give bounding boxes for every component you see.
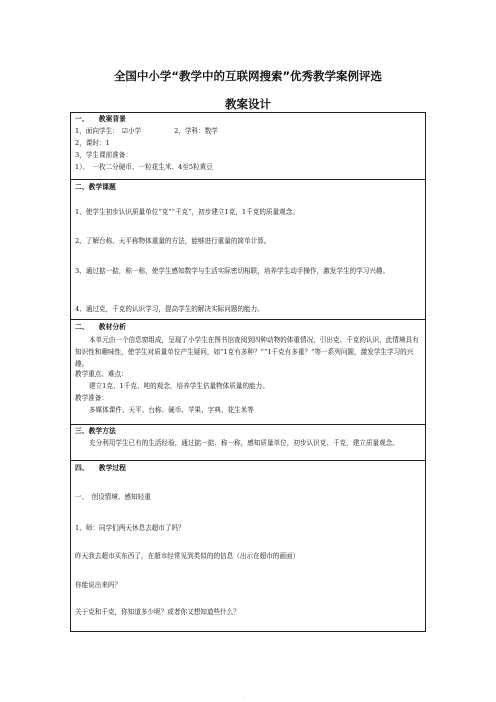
section-heading: 三、教学方法 bbox=[75, 427, 116, 435]
text-line: 教学重点、难点： bbox=[75, 370, 128, 378]
text-line: 1、使学生初步认识质量单位“克”“千克”，初步建立1克，1千克的质量观念。 bbox=[75, 208, 299, 216]
text-line: 3、通过掂一掂，称一称，使学生感知数学与生活实际密切相联，培养学生动手操作，激发学生的学习兴趣。 bbox=[75, 267, 390, 275]
text-line: 多媒体课件、天平、台称、硬币、苹果、字典、花生米等 bbox=[89, 406, 254, 414]
section-process bbox=[71, 460, 425, 633]
lesson-plan-table bbox=[70, 112, 426, 632]
text-line: 关于克和千克，你知道多少呢？或者你又想知道些什么？ bbox=[75, 608, 240, 616]
page-mark: . bbox=[244, 694, 246, 700]
text-paragraph: 本单元由一个信息窗组成，呈现了小学生在图书馆查阅到四种动物的体重情况，引出克、千克的认识，此情境具有知识性和趣味性，使学生对质量单位产生疑问，如“1克有多种？”“1千克有多重？”等一系列问题，激发学生学习的兴趣。 bbox=[75, 336, 419, 368]
section-heading: 四、 教学过程 bbox=[75, 464, 126, 472]
section-heading: 二、 教材分析 bbox=[75, 323, 126, 331]
text-paragraph: 充分利用学生已有的生活经验，通过掂一掂、称一称，感知质量单位，初步认识克、千克，建立质量观念。 bbox=[89, 439, 399, 447]
section-heading: 一、 教案背景 bbox=[75, 115, 126, 123]
text-line: 1、师：同学们两天休息去超市了吗？ bbox=[75, 524, 185, 532]
section-analysis bbox=[71, 319, 425, 414]
text-line: 你能说出来吗？ bbox=[75, 581, 122, 589]
text-line: 4、通过克，千克的认识学习，提高学生的解决实际问题的能力。 bbox=[75, 305, 264, 313]
section-topic bbox=[71, 179, 425, 320]
text-line: 建立1克、1千克、吨的观念，培养学生估量物体质量的能力。 bbox=[89, 382, 269, 390]
text-line: 2、了解台称、天平称物体重量的方法，能够进行重量的简单计算。 bbox=[75, 237, 271, 245]
text-line: 昨天我去超市买东西了，在超市经常见到类似的的信息（出示在超市的画面） bbox=[75, 552, 300, 560]
text-line: 1）、 一枚二分硬币、一粒花生米、4至5粒黄豆 bbox=[75, 163, 213, 171]
page-title: 全国中小学“教学中的互联网搜索”优秀教学案例评选 bbox=[113, 69, 383, 83]
page-subtitle: 教案设计 bbox=[225, 97, 271, 111]
text-line: 2，课时：1 bbox=[75, 139, 110, 147]
text-line: 一、 创设情境、感知轻重 bbox=[75, 493, 151, 501]
section-method bbox=[71, 424, 425, 461]
text-line: 3，学生课前准备： bbox=[75, 151, 132, 159]
section-heading: 二、教学课题 bbox=[75, 183, 116, 191]
text-line: 教学准备： bbox=[75, 394, 108, 402]
text-line: 1，面向学生： ☑小学 2，学科：数学 bbox=[75, 127, 218, 135]
section-background bbox=[71, 113, 425, 183]
